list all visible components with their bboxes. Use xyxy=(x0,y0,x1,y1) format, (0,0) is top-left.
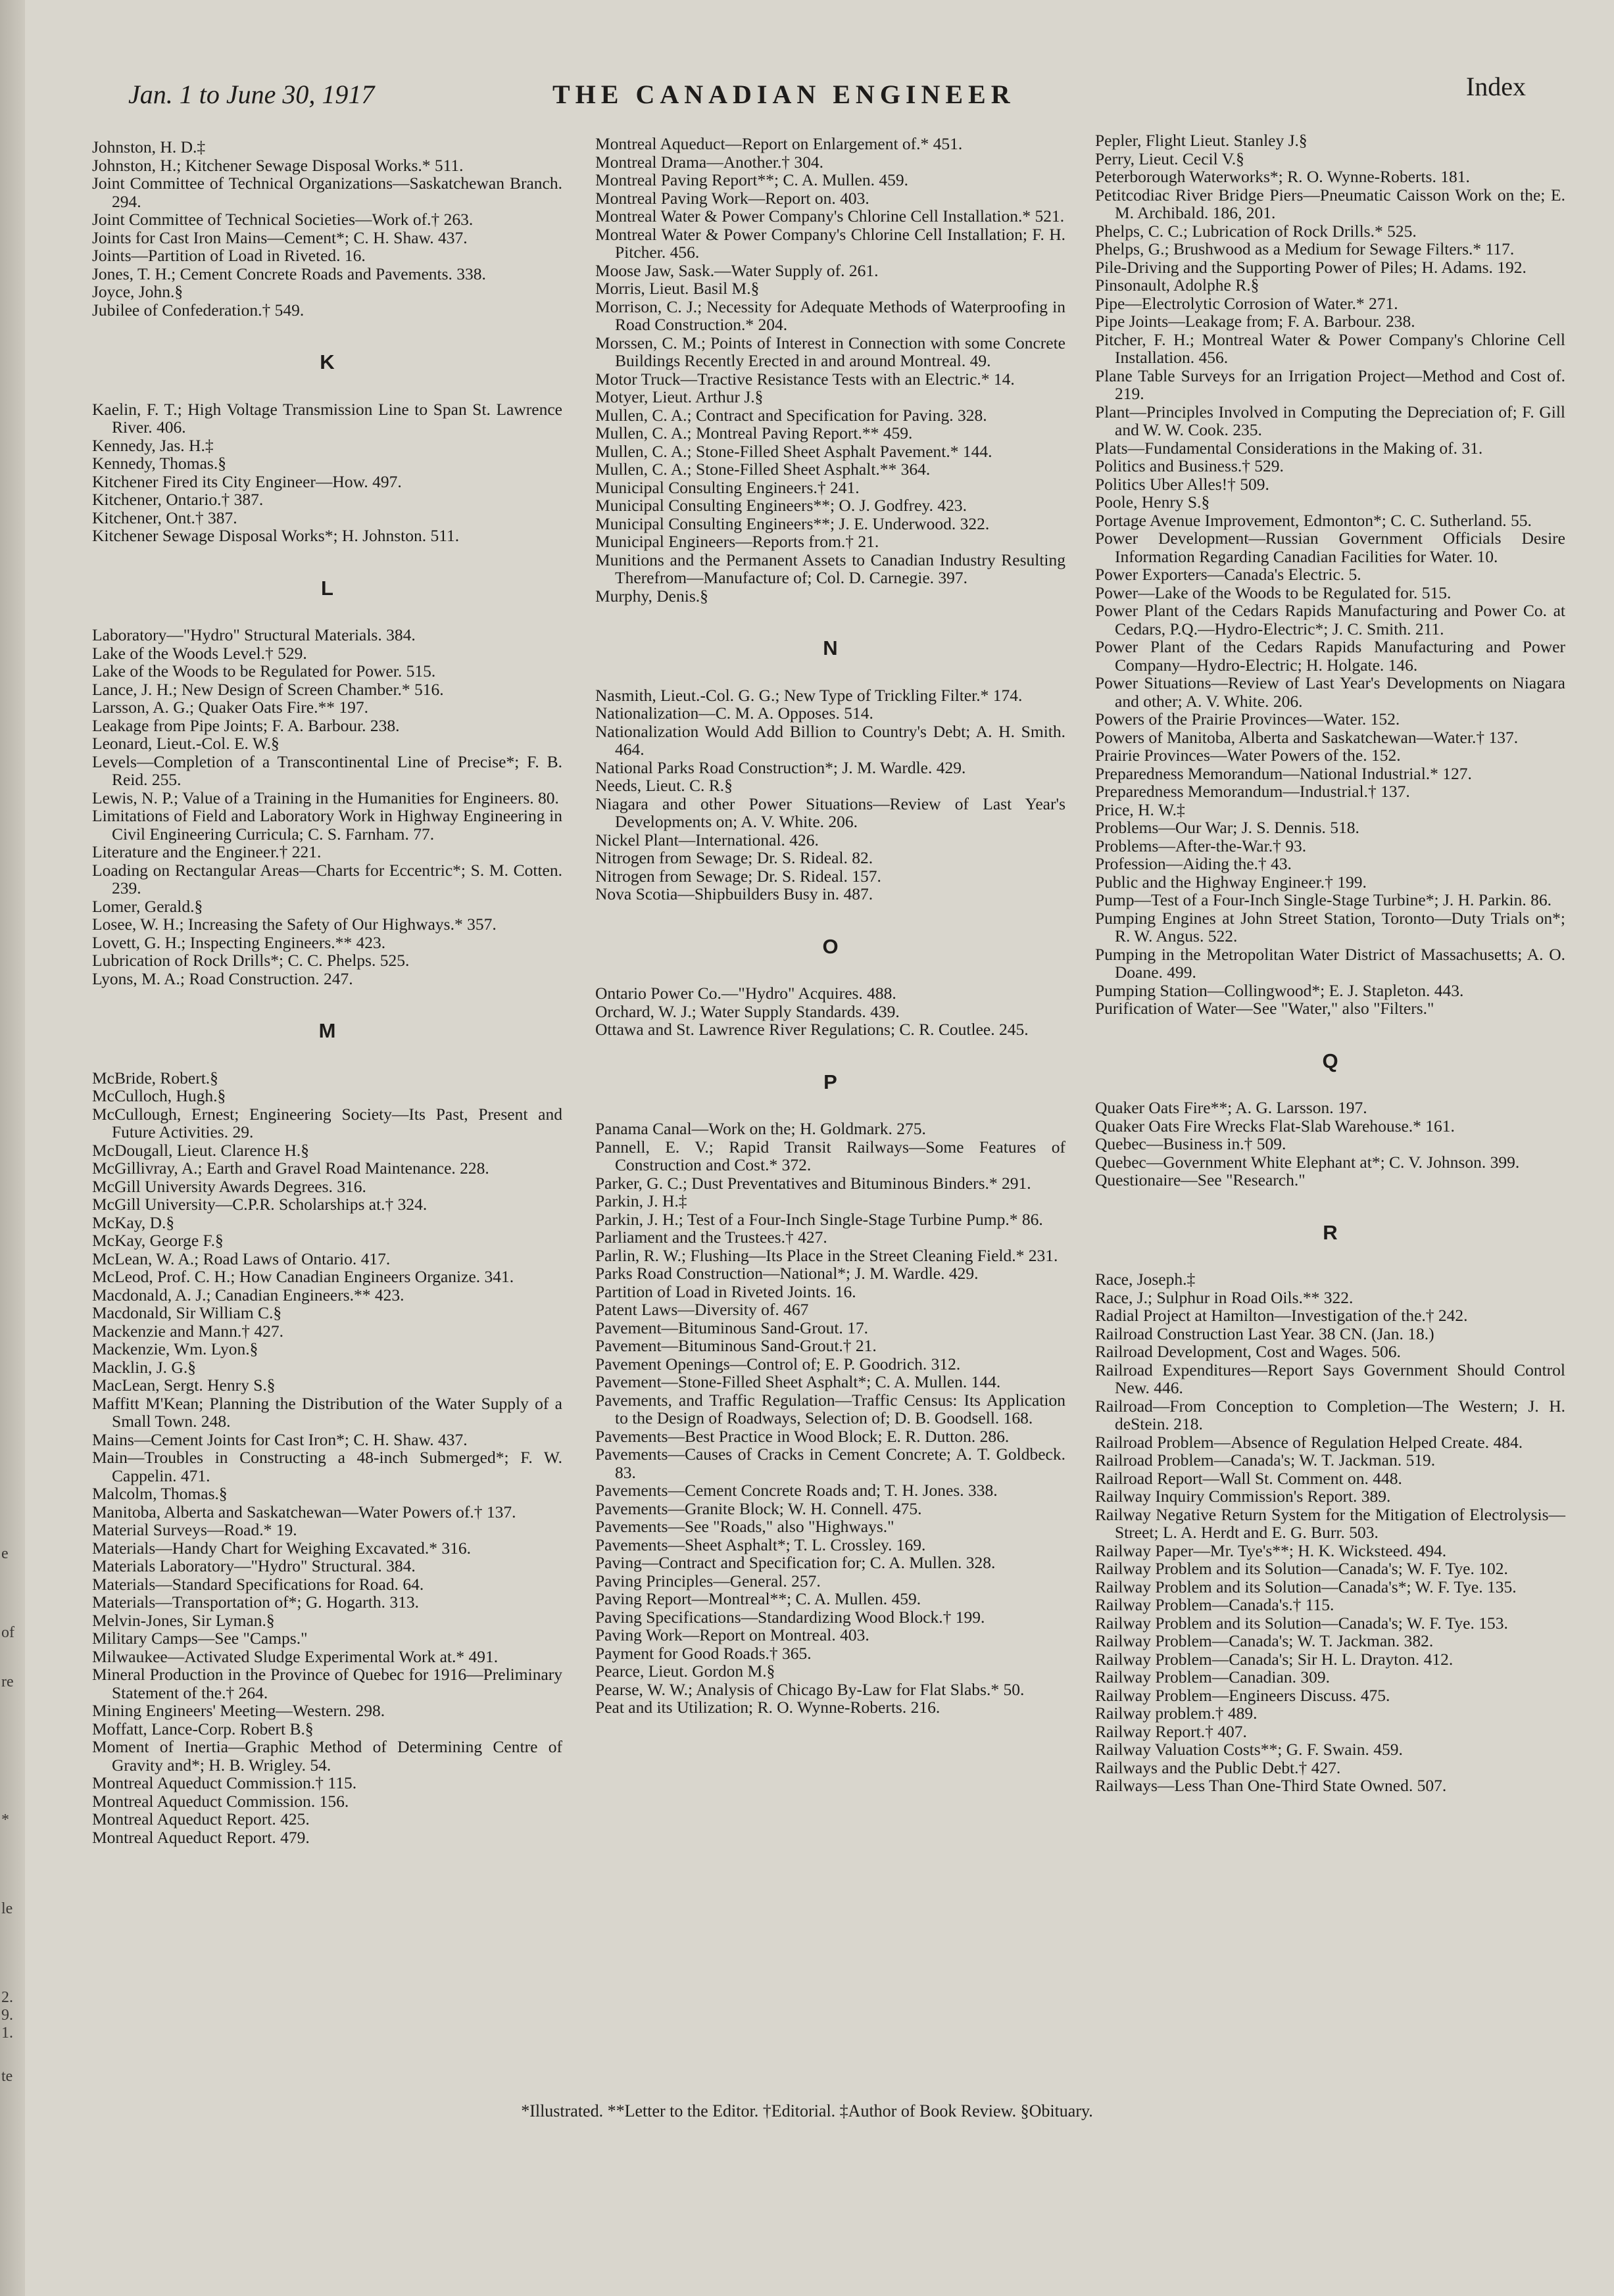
index-entry: Mineral Production in the Province of Quebec for 1916—Preliminary Statement of the.† 264. xyxy=(92,1665,562,1702)
index-entry: Partition of Load in Riveted Joints. 16. xyxy=(595,1281,856,1301)
index-entry: Nova Scotia—Shipbuilders Busy in. 487. xyxy=(595,884,873,903)
index-entry: Mullen, C. A.; Stone-Filled Sheet Asphalt Pavement.* 144. xyxy=(595,441,992,461)
index-entry: Plane Table Surveys for an Irrigation Project—Method and Cost of. 219. xyxy=(1095,366,1565,403)
margin-fragment: le xyxy=(1,1900,13,1917)
index-entry: Mains—Cement Joints for Cast Iron*; C. H. Shaw. 437. xyxy=(92,1429,468,1449)
index-entry: Montreal Aqueduct Report. 425. xyxy=(92,1809,310,1829)
index-entry: Pavements—Sheet Asphalt*; T. L. Crossley. 169. xyxy=(595,1535,926,1554)
margin-fragment: 9. xyxy=(1,2007,13,2024)
margin-fragment: * xyxy=(1,1811,9,1829)
index-entry: Railway Problem—Engineers Discuss. 475. xyxy=(1095,1685,1390,1705)
index-entry: Macdonald, A. J.; Canadian Engineers.** 423. xyxy=(92,1285,404,1304)
index-entry: Pavements, and Traffic Regulation—Traffic Census: Its Application to the Design of Roadways, Selection of; D. B. Goodsell. 168. xyxy=(595,1390,1065,1427)
facing-page-edge xyxy=(0,0,25,2296)
index-entry: Paving Report—Montreal**; C. A. Mullen. 459. xyxy=(595,1589,921,1608)
index-entry: Munitions and the Permanent Assets to Canadian Industry Resulting Therefrom—Manufacture of; Col. D. Carnegie. 397. xyxy=(595,550,1065,587)
index-entry: Pumping in the Metropolitan Water District of Massachusetts; A. O. Doane. 499. xyxy=(1095,944,1565,982)
index-entry: Lance, J. H.; New Design of Screen Chamber.* 516. xyxy=(92,679,444,699)
index-column-1 xyxy=(92,138,562,1846)
index-entry: Main—Troubles in Constructing a 48-inch Submerged*; F. W. Cappelin. 471. xyxy=(92,1448,562,1485)
index-entry: Railway Report.† 407. xyxy=(1095,1721,1247,1741)
index-entry: Power Development—Russian Government Officials Desire Information Regarding Canadian Facilities for Water. 10. xyxy=(1095,529,1565,566)
index-entry: Kitchener, Ontario.† 387. xyxy=(92,490,264,509)
index-entry: Problems—After-the-War.† 93. xyxy=(1095,836,1307,855)
index-entry: Montreal Drama—Another.† 304. xyxy=(595,152,824,172)
index-entry: Parlin, R. W.; Flushing—Its Place in the Street Cleaning Field.* 231. xyxy=(595,1245,1058,1265)
index-entry: Municipal Consulting Engineers**; J. E. Underwood. 322. xyxy=(595,514,990,533)
index-entry: Parkin, J. H.‡ xyxy=(595,1191,687,1210)
index-entry: Parker, G. C.; Dust Preventatives and Bituminous Binders.* 291. xyxy=(595,1173,1031,1193)
index-entry: Joints for Cast Iron Mains—Cement*; C. H. Shaw. 437. xyxy=(92,227,468,247)
section-letter-heading: P xyxy=(823,1070,837,1093)
index-entry: Macklin, J. G.§ xyxy=(92,1357,196,1377)
index-entry: Parkin, J. H.; Test of a Four-Inch Single-Stage Turbine Pump.* 86. xyxy=(595,1209,1043,1229)
index-entry: Railway Problem—Canada's; Sir H. L. Drayton. 412. xyxy=(1095,1649,1454,1669)
index-entry: Railroad Problem—Canada's; W. T. Jackman. 519. xyxy=(1095,1450,1436,1470)
index-entry: Paving Principles—General. 257. xyxy=(595,1571,821,1590)
index-entry: Pavements—See "Roads," also "Highways." xyxy=(595,1517,894,1536)
index-entry: Nitrogen from Sewage; Dr. S. Rideal. 82. xyxy=(595,848,873,867)
index-entry: Montreal Aqueduct Commission. 156. xyxy=(92,1791,349,1811)
index-entry: Perry, Lieut. Cecil V.§ xyxy=(1095,149,1244,168)
index-entry: Quebec—Business in.† 509. xyxy=(1095,1134,1286,1153)
index-entry: McLean, W. A.; Road Laws of Ontario. 417. xyxy=(92,1249,391,1268)
index-entry: Pump—Test of a Four-Inch Single-Stage Turbine*; J. H. Parkin. 86. xyxy=(1095,890,1552,909)
index-entry: Nationalization—C. M. A. Opposes. 514. xyxy=(595,704,873,723)
index-entry: Phelps, G.; Brushwood as a Medium for Sewage Filters.* 117. xyxy=(1095,239,1515,258)
index-entry: Payment for Good Roads.† 365. xyxy=(595,1643,812,1663)
index-entry: Johnston, H.; Kitchener Sewage Disposal Works.* 511. xyxy=(92,155,464,175)
index-entry: Parks Road Construction—National*; J. M. Wardle. 429. xyxy=(595,1264,979,1283)
index-entry: Mackenzie, Wm. Lyon.§ xyxy=(92,1339,258,1358)
index-entry: Mackenzie and Mann.† 427. xyxy=(92,1321,284,1341)
index-entry: Motyer, Lieut. Arthur J.§ xyxy=(595,387,764,406)
index-entry: Lovett, G. H.; Inspecting Engineers.** 423. xyxy=(92,932,386,952)
index-entry: Macdonald, Sir William C.§ xyxy=(92,1303,282,1322)
index-entry: Johnston, H. D.‡ xyxy=(92,137,206,156)
index-entry: Pumping Engines at John Street Station, Toronto—Duty Trials on*; R. W. Angus. 522. xyxy=(1095,908,1565,945)
index-entry: Loading on Rectangular Areas—Charts for Eccentric*; S. M. Cotten. 239. xyxy=(92,860,562,897)
section-letter-heading: M xyxy=(318,1019,336,1042)
index-entry: Railroad Construction Last Year. 38 CN. (Jan. 18.) xyxy=(1095,1324,1434,1343)
index-entry: Melvin-Jones, Sir Lyman.§ xyxy=(92,1610,275,1630)
index-entry: Materials—Handy Chart for Weighing Excavated.* 316. xyxy=(92,1538,472,1558)
index-entry: Morris, Lieut. Basil M.§ xyxy=(595,279,760,298)
index-entry: Jones, T. H.; Cement Concrete Roads and Pavements. 338. xyxy=(92,264,486,283)
index-column-2 xyxy=(595,135,1065,1717)
index-entry: Pavements—Best Practice in Wood Block; E. R. Dutton. 286. xyxy=(595,1426,1010,1446)
index-entry: Kitchener Sewage Disposal Works*; H. Johnston. 511. xyxy=(92,526,460,545)
index-entry: Pannell, E. V.; Rapid Transit Railways—Some Features of Construction and Cost.* 372. xyxy=(595,1137,1065,1174)
index-entry: Pavement—Bituminous Sand-Grout.† 21. xyxy=(595,1336,877,1355)
index-entry: Paving—Contract and Specification for; C. A. Mullen. 328. xyxy=(595,1553,996,1572)
index-entry: McLeod, Prof. C. H.; How Canadian Engineers Organize. 341. xyxy=(92,1267,514,1286)
index-entry: Joint Committee of Technical Organizations—Saskatchewan Branch. 294. xyxy=(92,174,562,211)
index-entry: Radial Project at Hamilton—Investigation of the.† 242. xyxy=(1095,1306,1468,1325)
index-entry: Motor Truck—Tractive Resistance Tests with an Electric.* 14. xyxy=(595,369,1015,389)
index-entry: Ottawa and St. Lawrence River Regulations; C. R. Coutlee. 245. xyxy=(595,1020,1029,1039)
index-entry: Pipe Joints—Leakage from; F. A. Barbour. 238. xyxy=(1095,312,1415,331)
index-entry: Preparedness Memorandum—Industrial.† 137. xyxy=(1095,782,1410,801)
index-entry: Mullen, C. A.; Stone-Filled Sheet Asphalt.** 364. xyxy=(595,460,931,479)
index-entry: McCullough, Ernest; Engineering Society—Its Past, Present and Future Activities. 29. xyxy=(92,1104,562,1141)
index-entry: Public and the Highway Engineer.† 199. xyxy=(1095,872,1367,892)
index-entry: Powers of Manitoba, Alberta and Saskatchewan—Water.† 137. xyxy=(1095,727,1519,747)
index-entry: Nasmith, Lieut.-Col. G. G.; New Type of Trickling Filter.* 174. xyxy=(595,685,1023,705)
index-entry: Moffatt, Lance-Corp. Robert B.§ xyxy=(92,1719,314,1738)
running-header xyxy=(92,71,1532,110)
index-entry: Peterborough Waterworks*; R. O. Wynne-Roberts. 181. xyxy=(1095,167,1470,186)
index-entry: Montreal Paving Report**; C. A. Mullen. 459. xyxy=(595,170,908,189)
index-entry: Power Situations—Review of Last Year's Developments on Niagara and other; A. V. White. 206. xyxy=(1095,673,1565,711)
index-entry: Ontario Power Co.—"Hydro" Acquires. 488. xyxy=(595,984,896,1003)
index-entry: Morssen, C. M.; Points of Interest in Connection with some Concrete Buildings Recently Erected in and around Montreal. 49. xyxy=(595,333,1065,370)
index-entry: Larsson, A. G.; Quaker Oats Fire.** 197. xyxy=(92,698,368,717)
index-entry: Mining Engineers' Meeting—Western. 298. xyxy=(92,1701,385,1720)
index-entry: Portage Avenue Improvement, Edmonton*; C. C. Sutherland. 55. xyxy=(1095,510,1532,530)
index-entry: Railway Problem and its Solution—Canada's*; W. F. Tye. 135. xyxy=(1095,1577,1517,1596)
index-entry: Materials—Standard Specifications for Road. 64. xyxy=(92,1574,424,1594)
index-entry: Literature and the Engineer.† 221. xyxy=(92,842,322,861)
index-entry: Railway Problem—Canada's; W. T. Jackman. 382. xyxy=(1095,1631,1434,1650)
margin-fragment: e xyxy=(1,1545,9,1562)
index-entry: Politics and Business.† 529. xyxy=(1095,456,1284,475)
index-entry: Railway Paper—Mr. Tye's**; H. K. Wicksteed. 494. xyxy=(1095,1541,1447,1560)
index-entry: Moose Jaw, Sask.—Water Supply of. 261. xyxy=(595,260,879,280)
index-entry: Politics Uber Alles!† 509. xyxy=(1095,474,1269,494)
index-entry: Plant—Principles Involved in Computing the Depreciation of; F. Gill and W. W. Cook. 235. xyxy=(1095,402,1565,439)
index-entry: Patent Laws—Diversity of. 467 xyxy=(595,1300,809,1319)
index-entry: Montreal Aqueduct Commission.† 115. xyxy=(92,1773,357,1792)
journal-title: THE CANADIAN ENGINEER xyxy=(552,80,1015,109)
index-entry: Railway Problem—Canada's.† 115. xyxy=(1095,1595,1334,1614)
index-entry: Railway Problem and its Solution—Canada's; W. F. Tye. 102. xyxy=(1095,1559,1508,1578)
index-entry: Pavement—Stone-Filled Sheet Asphalt*; C. A. Mullen. 144. xyxy=(595,1372,1001,1391)
index-entry: Niagara and other Power Situations—Review of Last Year's Developments on; A. V. White. 206. xyxy=(595,794,1065,831)
index-entry: Prairie Provinces—Water Powers of the. 152. xyxy=(1095,746,1401,765)
index-entry: Kennedy, Jas. H.‡ xyxy=(92,435,214,455)
index-entry: McGill University Awards Degrees. 316. xyxy=(92,1176,366,1196)
index-entry: Quebec—Government White Elephant at*; C. V. Johnson. 399. xyxy=(1095,1152,1520,1172)
symbol-legend: *Illustrated. **Letter to the Editor. †Editorial. ‡Author of Book Review. §Obituary. xyxy=(521,2101,1093,2120)
index-entry: Milwaukee—Activated Sludge Experimental Work at.* 491. xyxy=(92,1646,499,1666)
index-entry: Railroad Development, Cost and Wages. 506. xyxy=(1095,1342,1401,1361)
index-entry: Profession—Aiding the.† 43. xyxy=(1095,854,1292,873)
index-entry: Pinsonault, Adolphe R.§ xyxy=(1095,275,1259,295)
index-entry: Limitations of Field and Laboratory Work in Highway Engineering in Civil Engineering Curricula; C. S. Farnham. 77. xyxy=(92,806,562,844)
index-entry: Quaker Oats Fire**; A. G. Larsson. 197. xyxy=(1095,1098,1367,1117)
index-entry: Nationalization Would Add Billion to Country's Debt; A. H. Smith. 464. xyxy=(595,721,1065,759)
index-entry: Pepler, Flight Lieut. Stanley J.§ xyxy=(1095,131,1308,150)
index-entry: Pavement Openings—Control of; E. P. Goodrich. 312. xyxy=(595,1354,961,1374)
index-entry: Montreal Paving Work—Report on. 403. xyxy=(595,188,869,208)
index-entry: National Parks Road Construction*; J. M. Wardle. 429. xyxy=(595,757,966,777)
index-entry: Nitrogen from Sewage; Dr. S. Rideal. 157. xyxy=(595,866,881,886)
index-entry: Needs, Lieut. C. R.§ xyxy=(595,776,733,795)
index-entry: Pumping Station—Collingwood*; E. J. Stapleton. 443. xyxy=(1095,980,1464,1000)
index-entry: Panama Canal—Work on the; H. Goldmark. 275. xyxy=(595,1119,926,1138)
section-letter-heading: K xyxy=(320,350,335,373)
index-entry: Railroad Report—Wall St. Comment on. 448. xyxy=(1095,1468,1402,1488)
index-entry: Railway problem.† 489. xyxy=(1095,1704,1258,1723)
index-entry: Power Exporters—Canada's Electric. 5. xyxy=(1095,565,1361,584)
index-entry: Lewis, N. P.; Value of a Training in the Humanities for Engineers. 80. xyxy=(92,788,559,807)
index-entry: Race, J.; Sulphur in Road Oils.** 322. xyxy=(1095,1287,1354,1307)
index-entry: Lyons, M. A.; Road Construction. 247. xyxy=(92,969,353,988)
index-entry: Kitchener Fired its City Engineer—How. 497. xyxy=(92,471,402,491)
index-entry: Power Plant of the Cedars Rapids Manufacturing and Power Co. at Cedars, P.Q.—Hydro-Electric*; J. C. Smith. 211. xyxy=(1095,601,1565,638)
index-entry: Municipal Consulting Engineers**; O. J. Godfrey. 423. xyxy=(595,496,967,515)
index-entry: McKay, D.§ xyxy=(92,1212,175,1232)
index-entry: Railway Negative Return System for the Mitigation of Electrolysis—Street; L. A. Herdt and E. G. Burr. 503. xyxy=(1095,1504,1565,1542)
index-entry: Plats—Fundamental Considerations in the Making of. 31. xyxy=(1095,438,1483,458)
index-entry: MacLean, Sergt. Henry S.§ xyxy=(92,1375,276,1395)
index-entry: Moment of Inertia—Graphic Method of Determining Centre of Gravity and*; H. B. Wrigley. 54. xyxy=(92,1737,562,1775)
margin-fragment: te xyxy=(1,2068,13,2085)
index-entry: Pavements—Causes of Cracks in Cement Concrete; A. T. Goldbeck. 83. xyxy=(595,1445,1065,1482)
index-entry: Railway Problem and its Solution—Canada's; W. F. Tye. 153. xyxy=(1095,1613,1508,1633)
index-entry: Losee, W. H.; Increasing the Safety of Our Highways.* 357. xyxy=(92,915,497,934)
index-entry: Poole, Henry S.§ xyxy=(1095,492,1210,512)
index-entry: Joint Committee of Technical Societies—Work of.† 263. xyxy=(92,210,474,229)
index-entry: Pipe—Electrolytic Corrosion of Water.* 271. xyxy=(1095,293,1398,313)
date-range: Jan. 1 to June 30, 1917 xyxy=(128,80,375,109)
index-entry: Kitchener, Ont.† 387. xyxy=(92,508,237,527)
index-entry: Lake of the Woods Level.† 529. xyxy=(92,643,307,663)
section-letter-heading: L xyxy=(321,576,333,600)
section-letter-heading: Q xyxy=(1322,1049,1338,1072)
index-entry: Pavements—Cement Concrete Roads and; T. H. Jones. 338. xyxy=(595,1481,998,1500)
index-entry: Orchard, W. J.; Water Supply Standards. 439. xyxy=(595,1001,900,1021)
index-entry: Pavements—Granite Block; W. H. Connell. 475. xyxy=(595,1498,922,1518)
margin-fragment: re xyxy=(1,1673,14,1690)
index-entry: Paving Work—Report on Montreal. 403. xyxy=(595,1625,869,1644)
index-entry: Pavement—Bituminous Sand-Grout. 17. xyxy=(595,1318,869,1337)
index-entry: Kaelin, F. T.; High Voltage Transmission Line to Span St. Lawrence River. 406. xyxy=(92,399,562,437)
index-entry: McBride, Robert.§ xyxy=(92,1068,218,1088)
index-entry: Maffitt M'Kean; Planning the Distribution of the Water Supply of a Small Town. 248. xyxy=(92,1393,562,1431)
index-entry: Railways and the Public Debt.† 427. xyxy=(1095,1758,1341,1777)
index-entry: Joyce, John.§ xyxy=(92,282,183,301)
index-entry: Lubrication of Rock Drills*; C. C. Phelps. 525. xyxy=(92,951,410,970)
index-entry: Powers of the Prairie Provinces—Water. 152. xyxy=(1095,709,1400,729)
index-entry: Montreal Aqueduct—Report on Enlargement of.* 451. xyxy=(595,134,963,153)
index-entry: Leakage from Pipe Joints; F. A. Barbour. 238. xyxy=(92,715,400,735)
index-entry: Laboratory—"Hydro" Structural Materials. 384. xyxy=(92,625,416,644)
index-entry: Railroad Expenditures—Report Says Government Should Control New. 446. xyxy=(1095,1360,1565,1397)
index-entry: Nickel Plant—International. 426. xyxy=(595,830,819,849)
index-entry: Mullen, C. A.; Montreal Paving Report.** 459. xyxy=(595,423,913,442)
index-entry: Purification of Water—See "Water," also "Filters." xyxy=(1095,999,1434,1018)
index-entry: Pearce, Lieut. Gordon M.§ xyxy=(595,1662,775,1681)
index-entry: Material Surveys—Road.* 19. xyxy=(92,1520,297,1539)
index-entry: Morrison, C. J.; Necessity for Adequate Methods of Waterproofing in Road Construction.* 204. xyxy=(595,297,1065,334)
index-entry: Materials—Transportation of*; G. Hogarth. 313. xyxy=(92,1592,419,1612)
index-entry: Lomer, Gerald.§ xyxy=(92,896,203,916)
index-entry: Railroad—From Conception to Completion—The Western; J. H. deStein. 218. xyxy=(1095,1396,1565,1433)
index-entry: Pile-Driving and the Supporting Power of Piles; H. Adams. 192. xyxy=(1095,257,1527,277)
index-entry: Leonard, Lieut.-Col. E. W.§ xyxy=(92,734,280,753)
index-entry: Parliament and the Trustees.† 427. xyxy=(595,1228,827,1247)
index-entry: Questionaire—See "Research." xyxy=(1095,1170,1306,1189)
index-entry: Railway Inquiry Commission's Report. 389. xyxy=(1095,1487,1391,1506)
index-entry: Municipal Consulting Engineers.† 241. xyxy=(595,477,860,497)
index-entry: Railways—Less Than One-Third State Owned. 507. xyxy=(1095,1776,1447,1795)
index-entry: Railroad Problem—Absence of Regulation Helped Create. 484. xyxy=(1095,1432,1523,1452)
index-entry: Power Plant of the Cedars Rapids Manufacturing and Power Company—Hydro-Electric; H. Holgate. 146. xyxy=(1095,637,1565,675)
section-letter-heading: O xyxy=(822,934,839,958)
index-column-3 xyxy=(1095,132,1565,1795)
index-entry: McGillivray, A.; Earth and Gravel Road Maintenance. 228. xyxy=(92,1159,489,1178)
index-entry: McGill University—C.P.R. Scholarships at.† 324. xyxy=(92,1195,428,1214)
index-entry: Military Camps—See "Camps." xyxy=(92,1629,308,1648)
section-letter-heading: R xyxy=(1323,1220,1338,1244)
margin-fragment: 1. xyxy=(1,2024,13,2042)
index-entry: Pitcher, F. H.; Montreal Water & Power Company's Chlorine Cell Installation. 456. xyxy=(1095,329,1565,367)
section-label: Index xyxy=(1465,72,1526,101)
index-entry: Price, H. W.‡ xyxy=(1095,800,1185,819)
index-entry: Quaker Oats Fire Wrecks Flat-Slab Warehouse.* 161. xyxy=(1095,1116,1455,1136)
index-entry: McDougall, Lieut. Clarence H.§ xyxy=(92,1140,309,1160)
index-entry: Municipal Engineers—Reports from.† 21. xyxy=(595,532,879,551)
index-entry: Montreal Water & Power Company's Chlorine Cell Installation.* 521. xyxy=(595,206,1065,226)
index-entry: Kennedy, Thomas.§ xyxy=(92,454,226,473)
index-entry: McKay, George F.§ xyxy=(92,1231,224,1250)
index-entry: Pearse, W. W.; Analysis of Chicago By-Law for Flat Slabs.* 50. xyxy=(595,1679,1025,1699)
index-entry: Jubilee of Confederation.† 549. xyxy=(92,300,305,320)
index-entry: McCulloch, Hugh.§ xyxy=(92,1086,226,1105)
index-entry: Manitoba, Alberta and Saskatchewan—Water Powers of.† 137. xyxy=(92,1502,516,1521)
index-entry: Preparedness Memorandum—National Industrial.* 127. xyxy=(1095,763,1472,783)
index-entry: Malcolm, Thomas.§ xyxy=(92,1484,228,1503)
margin-fragment: of xyxy=(1,1624,14,1641)
index-entry: Lake of the Woods to be Regulated for Power. 515. xyxy=(92,661,436,681)
index-entry: Levels—Completion of a Transcontinental Line of Precise*; F. B. Reid. 255. xyxy=(92,752,562,789)
index-entry: Phelps, C. C.; Lubrication of Rock Drills.* 525. xyxy=(1095,221,1417,241)
index-entry: Montreal Aqueduct Report. 479. xyxy=(92,1827,310,1847)
index-entry: Mullen, C. A.; Contract and Specification for Paving. 328. xyxy=(595,405,987,425)
index-entry: Peat and its Utilization; R. O. Wynne-Roberts. 216. xyxy=(595,1698,941,1717)
index-entry: Power—Lake of the Woods to be Regulated for. 515. xyxy=(1095,583,1452,602)
index-entry: Joints—Partition of Load in Riveted. 16. xyxy=(92,246,366,265)
index-entry: Murphy, Denis.§ xyxy=(595,586,708,606)
index-entry: Railway Problem—Canadian. 309. xyxy=(1095,1667,1330,1686)
index-entry: Materials Laboratory—"Hydro" Structural. 384. xyxy=(92,1556,416,1575)
index-entry: Problems—Our War; J. S. Dennis. 518. xyxy=(1095,818,1359,837)
index-entry: Montreal Water & Power Company's Chlorine Cell Installation; F. H. Pitcher. 456. xyxy=(595,224,1065,262)
index-entry: Paving Specifications—Standardizing Wood Block.† 199. xyxy=(595,1607,985,1627)
margin-fragment: 2. xyxy=(1,1989,13,2006)
section-letter-heading: N xyxy=(823,636,838,659)
index-entry: Race, Joseph.‡ xyxy=(1095,1270,1196,1289)
index-entry: Railway Valuation Costs**; G. F. Swain. 459. xyxy=(1095,1740,1403,1759)
index-entry: Petitcodiac River Bridge Piers—Pneumatic Caisson Work on the; E. M. Archibald. 186, 201. xyxy=(1095,185,1565,222)
